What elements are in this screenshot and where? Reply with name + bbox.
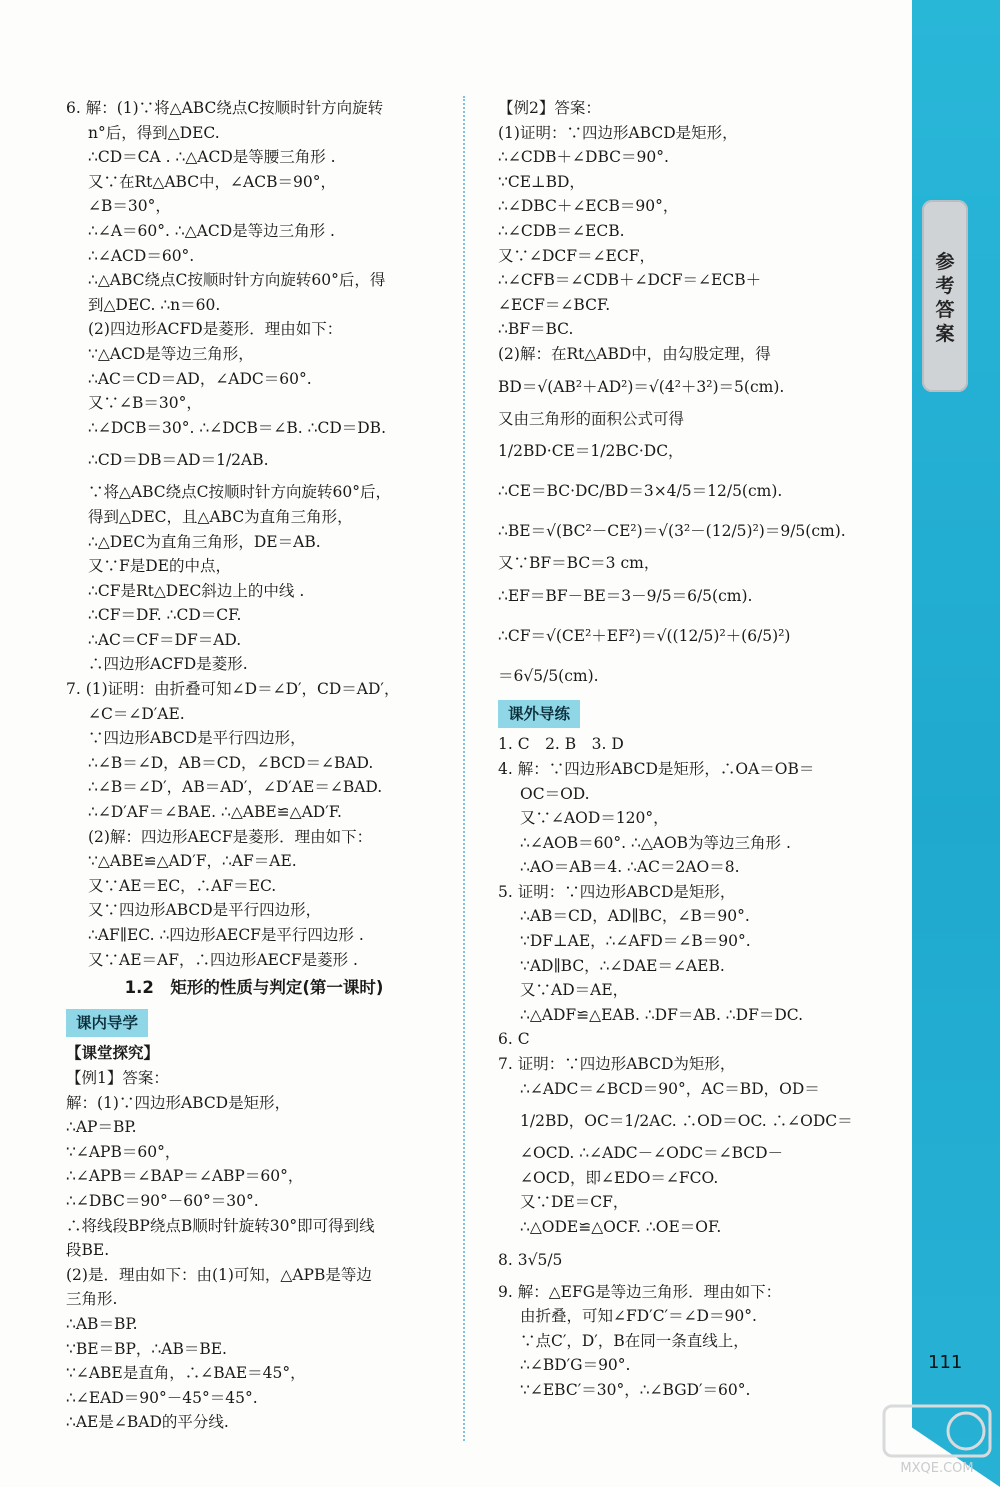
text-line: ∴∠CDB＋∠DBC＝90°. xyxy=(498,148,669,167)
side-tab-char: 参 xyxy=(935,251,955,273)
text-line: ∴∠CFB＝∠CDB＋∠DCF＝∠ECB＋ xyxy=(498,271,762,290)
right-answer-block xyxy=(498,732,878,1402)
text-line: n°后，得到△DEC. xyxy=(88,123,220,142)
text-line: ∴∠B＝∠D′，AB＝AD′，∠D′AE＝∠BAD. xyxy=(88,778,383,797)
text-line: ∴△ABC绕点C按顺时针方向旋转60°后，得 xyxy=(88,271,386,290)
text-line: ∴AE是∠BAD的平分线. xyxy=(66,1413,229,1432)
text-line: ∴∠DCB＝30°. ∴∠DCB＝∠B. ∴CD＝DB. xyxy=(88,418,387,437)
text-line: (1)证明：∵四边形ABCD是矩形， xyxy=(498,123,738,142)
text-line: 9. 解：△EFG是等边三角形．理由如下： xyxy=(498,1282,782,1301)
text-line: ∴∠DBC＋∠ECB＝90°， xyxy=(498,197,679,216)
text-line: BD＝√(AB²＋AD²)＝√(4²＋3²)＝5(cm). xyxy=(498,377,785,396)
text-line: 解：(1)∵四边形ABCD是矩形， xyxy=(66,1093,291,1112)
text-line: ∵BE＝BP，∴AB＝BE. xyxy=(66,1339,227,1358)
text-line: ∵△ABE≌△AD′F，∴AF＝AE. xyxy=(88,852,297,871)
column-divider xyxy=(463,96,465,1441)
text-line: 又∵BF＝BC＝3 cm， xyxy=(498,554,660,573)
text-line: ∴CF＝√(CE²＋EF²)＝√((12/5)²＋(6/5)²) xyxy=(498,626,791,645)
text-line: ∴∠ACD＝60°. xyxy=(88,246,195,265)
text-line: ∴AP＝BP. xyxy=(66,1118,137,1137)
text-line: ∴∠DBC＝90°－60°＝30°. xyxy=(66,1191,259,1210)
text-line: ∵△ACD是等边三角形， xyxy=(88,344,254,363)
text-line: ∴∠A＝60°. ∴△ACD是等边三角形 . xyxy=(88,221,335,240)
text-line: ∵∠EBC′＝30°，∴∠BGD′＝60°. xyxy=(520,1380,751,1399)
text-line: 【例1】答案： xyxy=(66,1068,169,1087)
text-line: ∵CE⊥BD， xyxy=(498,172,585,191)
text-line: 6. 解：(1)∵将△ABC绕点C按顺时针方向旋转 xyxy=(66,99,384,117)
left-answer-block xyxy=(66,96,442,972)
right-column xyxy=(498,96,878,1403)
text-line: 由折叠，可知∠FD′C′＝∠D＝90°. xyxy=(520,1307,757,1326)
text-line: 又∵AE＝EC，∴AF＝EC. xyxy=(88,876,277,895)
sub-heading: 【课堂探究】 xyxy=(66,1043,160,1063)
text-line: ∵DF⊥AE，∴∠AFD＝∠B＝90°. xyxy=(520,932,751,951)
text-line: 又∵AD＝AE， xyxy=(520,981,629,1000)
text-line: ∴∠B＝∠D，AB＝CD，∠BCD＝∠BAD. xyxy=(88,753,374,772)
text-line: ∴AC＝CD＝AD，∠ADC＝60°. xyxy=(88,369,312,388)
text-line: ∴四边形ACFD是菱形. xyxy=(88,655,248,674)
text-line: ∵AD∥BC，∴∠DAE＝∠AEB. xyxy=(520,956,725,975)
text-line: ∵将△ABC绕点C按顺时针方向旋转60°后， xyxy=(88,483,391,502)
side-tab-label xyxy=(922,250,968,346)
left-column xyxy=(66,96,442,1435)
tag-label-extra: 课外导练 xyxy=(498,700,580,729)
text-line: ∴∠APB＝∠BAP＝∠ABP＝60°， xyxy=(66,1167,304,1186)
text-line: (2)解：四边形AECF是菱形．理由如下： xyxy=(88,827,373,846)
text-line: 又由三角形的面积公式可得 xyxy=(498,409,685,428)
text-line: (2)四边形ACFD是菱形．理由如下： xyxy=(88,320,343,339)
left-example-block xyxy=(66,1066,442,1435)
text-line: ∴CD＝CA . ∴△ACD是等腰三角形 . xyxy=(88,148,336,167)
text-line: ∴∠EAD＝90°－45°＝45°. xyxy=(66,1388,258,1407)
text-line: ∴AF∥EC. ∴四边形AECF是平行四边形 . xyxy=(88,926,364,944)
text-line: ∴CD＝DB＝AD＝1/2AB. xyxy=(88,451,269,470)
page-number: 111 xyxy=(928,1352,963,1373)
text-line: 到△DEC. ∴n＝60. xyxy=(88,295,221,314)
text-line: 5. 证明：∵四边形ABCD是矩形， xyxy=(498,882,736,901)
text-line: ∴∠ADC＝∠BCD＝90°，AC＝BD，OD＝ xyxy=(520,1079,820,1098)
right-example-block xyxy=(498,96,878,696)
text-line: ∴AC＝CF＝DF＝AD. xyxy=(88,630,242,649)
text-line: ∠ECF＝∠BCF. xyxy=(498,295,611,314)
text-line: ∴EF＝BF－BE＝3－9/5＝6/5(cm). xyxy=(498,586,753,605)
text-line: ∴△DEC为直角三角形，DE＝AB. xyxy=(88,532,321,551)
text-line: 【例2】答案： xyxy=(498,99,601,117)
text-line: 7. (1)证明：由折叠可知∠D＝∠D′，CD＝AD′， xyxy=(66,680,400,699)
text-line: ∴CF是Rt△DEC斜边上的中线 . xyxy=(88,581,305,600)
text-line: ∴∠D′AF＝∠BAE. ∴△ABE≌△AD′F. xyxy=(88,803,342,822)
text-line: 又∵在Rt△ABC中，∠ACB＝90°， xyxy=(88,172,336,191)
text-line: ∴AB＝BP. xyxy=(66,1314,138,1333)
text-line: 1. C 2. B 3. D xyxy=(498,735,624,754)
text-line: 得到△DEC，且△ABC为直角三角形， xyxy=(88,507,353,526)
text-line: 三角形. xyxy=(66,1290,118,1309)
text-line: (2)是．理由如下：由(1)可知，△APB是等边 xyxy=(66,1265,372,1284)
text-line: ∴∠CDB＝∠ECB. xyxy=(498,221,625,240)
side-tab-char: 考 xyxy=(935,275,955,297)
text-line: ∴△ODE≌△OCF. ∴OE＝OF. xyxy=(520,1218,722,1236)
text-line: 4. 解：∵四边形ABCD是矩形，∴OA＝OB＝ xyxy=(498,759,815,778)
text-line: 又∵AE＝AF，∴四边形AECF是菱形 . xyxy=(88,950,358,969)
text-line: 1/2BD·CE＝1/2BC·DC， xyxy=(498,442,684,461)
text-line: ∠B＝30°， xyxy=(88,197,171,216)
text-line: ∴BE＝√(BC²－CE²)＝√(3²－(12/5)²)＝9/5(cm). xyxy=(498,522,846,541)
text-line: ∠C＝∠D′AE. xyxy=(88,704,185,723)
text-line: OC＝OD. xyxy=(520,784,590,803)
section-title: 1.2 矩形的性质与判定(第一课时) xyxy=(124,978,384,998)
text-line: ∵∠ABE是直角，∴∠BAE＝45°， xyxy=(66,1364,306,1383)
text-line: ∴∠AOB＝60°. ∴△AOB为等边三角形 . xyxy=(520,833,791,852)
side-tab-char: 案 xyxy=(935,323,955,345)
text-line: 又∵DE＝CF， xyxy=(520,1193,629,1212)
text-line: 7. 证明：∵四边形ABCD为矩形， xyxy=(498,1055,736,1074)
text-line: 8. 3√5/5 xyxy=(498,1250,563,1269)
text-line: (2)解：在Rt△ABD中，由勾股定理，得 xyxy=(498,344,771,363)
text-line: 6. C xyxy=(498,1030,530,1049)
tag-label-in-class: 课内导学 xyxy=(66,1009,148,1038)
text-line: 又∵四边形ABCD是平行四边形， xyxy=(88,901,322,920)
text-line: ∴△ADF≌△EAB. ∴DF＝AB. ∴DF＝DC. xyxy=(520,1005,804,1024)
text-line: ∴AB＝CD，AD∥BC，∠B＝90°. xyxy=(520,907,750,926)
side-tab[interactable] xyxy=(922,200,968,392)
text-line: 又∵∠DCF＝∠ECF， xyxy=(498,246,655,265)
text-line: ∴AO＝AB＝4. ∴AC＝2AO＝8. xyxy=(520,858,740,877)
text-line: 又∵F是DE的中点， xyxy=(88,557,231,576)
side-tab-char: 答 xyxy=(935,299,955,321)
text-line: ∴∠BD′G＝90°. xyxy=(520,1356,631,1375)
text-line: ∴CE＝BC·DC/BD＝3×4/5＝12/5(cm). xyxy=(498,482,783,501)
text-line: ∵∠APB＝60°， xyxy=(66,1142,181,1161)
text-line: ∵四边形ABCD是平行四边形， xyxy=(88,729,306,748)
text-line: 1/2BD，OC＝1/2AC. ∴OD＝OC. ∴∠ODC＝ xyxy=(520,1112,853,1131)
text-line: ∴CF＝DF. ∴CD＝CF. xyxy=(88,606,242,625)
text-line: 又∵∠AOD＝120°， xyxy=(520,809,669,828)
text-line: ∴将线段BP绕点B顺时针旋转30°即可得到线 xyxy=(66,1216,375,1235)
text-line: ＝6√5/5(cm). xyxy=(498,666,599,685)
text-line: 段BE. xyxy=(66,1241,110,1260)
text-line: ∠OCD，即∠EDO＝∠FCO. xyxy=(520,1168,719,1187)
text-line: ∵点C′，D′，B在同一条直线上， xyxy=(520,1331,749,1350)
watermark-logo xyxy=(882,1404,992,1478)
watermark-text: MXQE.COM xyxy=(900,1461,974,1476)
text-line: ∴BF＝BC. xyxy=(498,320,574,339)
text-line: ∠OCD. ∴∠ADC－∠ODC＝∠BCD－ xyxy=(520,1144,784,1163)
text-line: 又∵∠B＝30°， xyxy=(88,394,202,413)
